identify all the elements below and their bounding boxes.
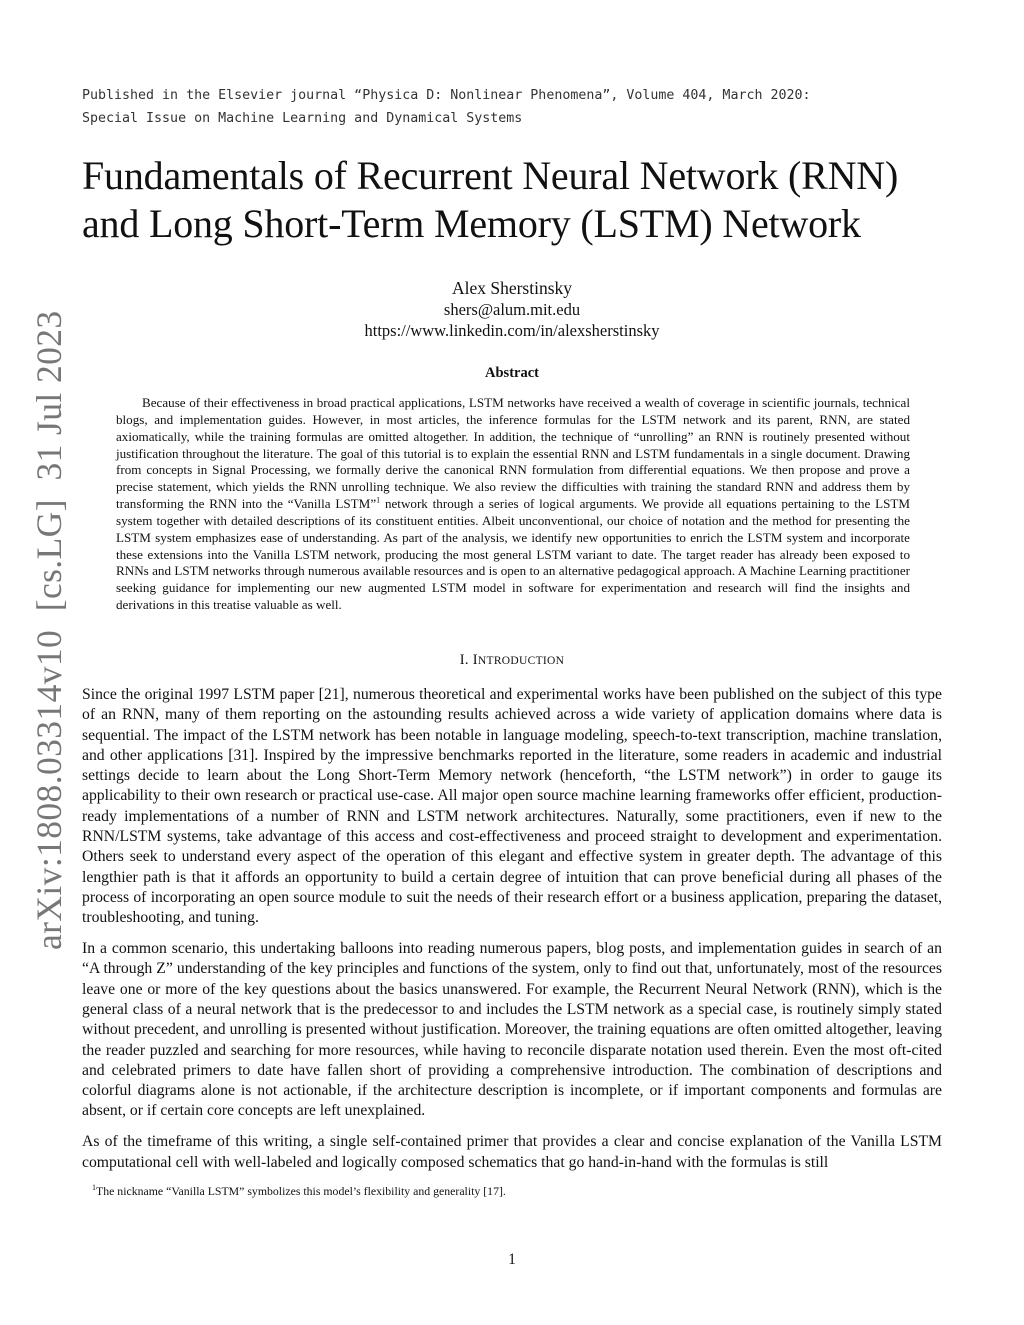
section-title-rest: NTRODUCTION [477,655,565,667]
footnote-mark: 1 [92,1183,96,1192]
arxiv-stamp-text: arXiv:1808.03314v10 [cs.LG] 31 Jul 2023 [29,310,69,950]
section-title-initial: I [472,652,478,668]
author-block [0,278,1024,341]
abstract-text [116,395,910,614]
section-heading-introduction [0,652,1024,669]
introduction-body [82,685,942,1183]
author-name: Alex Sherstinsky [451,278,573,298]
publication-line-2: Special Issue on Machine Learning and Dynamical Systems [82,111,523,126]
paragraph: In a common scenario, this undertaking balloons into reading numerous papers, blog posts, and implementation guides in search of an “A through Z” understanding of the key principles and functions of the system, only to find out that, unfortunately, most of the resources leave one or more of the key questions about the basics unanswered. For example, the Recurrent Neural Network (RNN), which is the general class of a neural network that is the predecessor to and includes the LSTM network as a special case, is routinely simply stated without precedent, and unrolling is presented without justification. Moreover, the training equations are often omitted altogether, leaving the reader puzzled and searching for more resources, while having to reconcile disparate notation used therein. Even the most oft-cited and celebrated primers to date have fallen short of providing a comprehensive introduction. The combination of descriptions and colorful diagrams alone is not actionable, if the architecture description is incomplete, or if important components and formulas are absent, or if certain core concepts are left unexplained. [82,940,942,1120]
title-line-1: Fundamentals of Recurrent Neural Network (RNN) [82,153,899,198]
title-line-2: and Long Short-Term Memory (LSTM) Network [82,201,861,246]
footnote-marker: 1 [376,495,381,505]
abstract-part-2: network through a series of logical arguments. We provide all equations pertaining to the LSTM system together with detailed descriptions of its constituent entities. Albeit unconventional, our choice of notation and the method for presenting the LSTM system emphasizes ease of understanding. As part of the analysis, we identify new opportunities to enrich the LSTM system and incorporate these extensions into the Vanilla LSTM network, producing the most general LSTM variant to date. The target reader has already been exposed to RNNs and LSTM networks through numerous available resources and is open to an alternative pedagogical approach. A Machine Learning practitioner seeking guidance for implementing our new augmented LSTM model in software for experimentation and research will find the insights and derivations in this treatise valuable as well. [116,496,910,613]
footnote-text: The nickname “Vanilla LSTM” symbolizes this model’s flexibility and generality [17]. [96,1183,506,1198]
section-numeral: I. [459,652,469,668]
paragraph: Since the original 1997 LSTM paper [21], numerous theoretical and experimental works have been published on the subject of this type of an RNN, many of them reporting on the astounding results achieved across a wide variety of application domains where data is sequential. The impact of the LSTM network has been notable in language modeling, speech-to-text transcription, machine translation, and other applications [31]. Inspired by the impressive benchmarks reported in the literature, some readers in academic and industrial settings decide to learn about the Long Short-Term Memory network (henceforth, “the LSTM network”) in order to gauge its applicability to their own research or practical use-case. All major open source machine learning frameworks offer efficient, production-ready implementations of a number of RNN and LSTM network architectures. Naturally, some practitioners, even if new to the RNN/LSTM systems, take advantage of this access and cost-effectiveness and proceed straight to development and experimentation. Others seek to understand every aspect of the operation of this elegant and effective system in greater depth. The advantage of this lengthier path is that it affords an opportunity to build a certain degree of intuition that can prove beneficial during all phases of the process of incorporating an open source module to suit the needs of their research effort or a business application, preparing the dataset, troubleshooting, and tuning. [82,686,942,927]
paper-title [82,152,952,248]
abstract-heading: Abstract [485,365,539,381]
paragraph: As of the timeframe of this writing, a single self-contained primer that provides a clear and concise explanation of the Vanilla LSTM computational cell with well-labeled and logically composed schematics that go hand-in-hand with the formulas is still [82,1133,942,1171]
publication-line-1: Published in the Elsevier journal “Physica D: Nonlinear Phenomena”, Volume 404, March 2020: [82,88,811,103]
author-email: shers@alum.mit.edu [443,300,581,319]
abstract-part-1: Because of their effectiveness in broad practical applications, LSTM networks have received a wealth of coverage in scientific journals, technical blogs, and implementation guides. However, in most articles, the inference formulas for the LSTM network and its parent, RNN, are stated axiomatically, while the training formulas are omitted altogether. In addition, the technique of “unrolling” an RNN is routinely presented without justification throughout the literature. The goal of this tutorial is to explain the essential RNN and LSTM fundamentals in a single document. Drawing from concepts in Signal Processing, we formally derive the canonical RNN formulation from differential equations. We then propose and prove a precise statement, which yields the RNN unrolling technique. We also review the difficulties with training the standard RNN and address them by transforming the RNN into the “Vanilla LSTM” [116,395,910,512]
publication-note [82,84,811,130]
page-number: 1 [508,1251,516,1268]
author-url: https://www.linkedin.com/in/alexsherstinsky [364,321,660,340]
footnote [92,1183,506,1199]
arxiv-identifier-stamp [28,310,70,950]
